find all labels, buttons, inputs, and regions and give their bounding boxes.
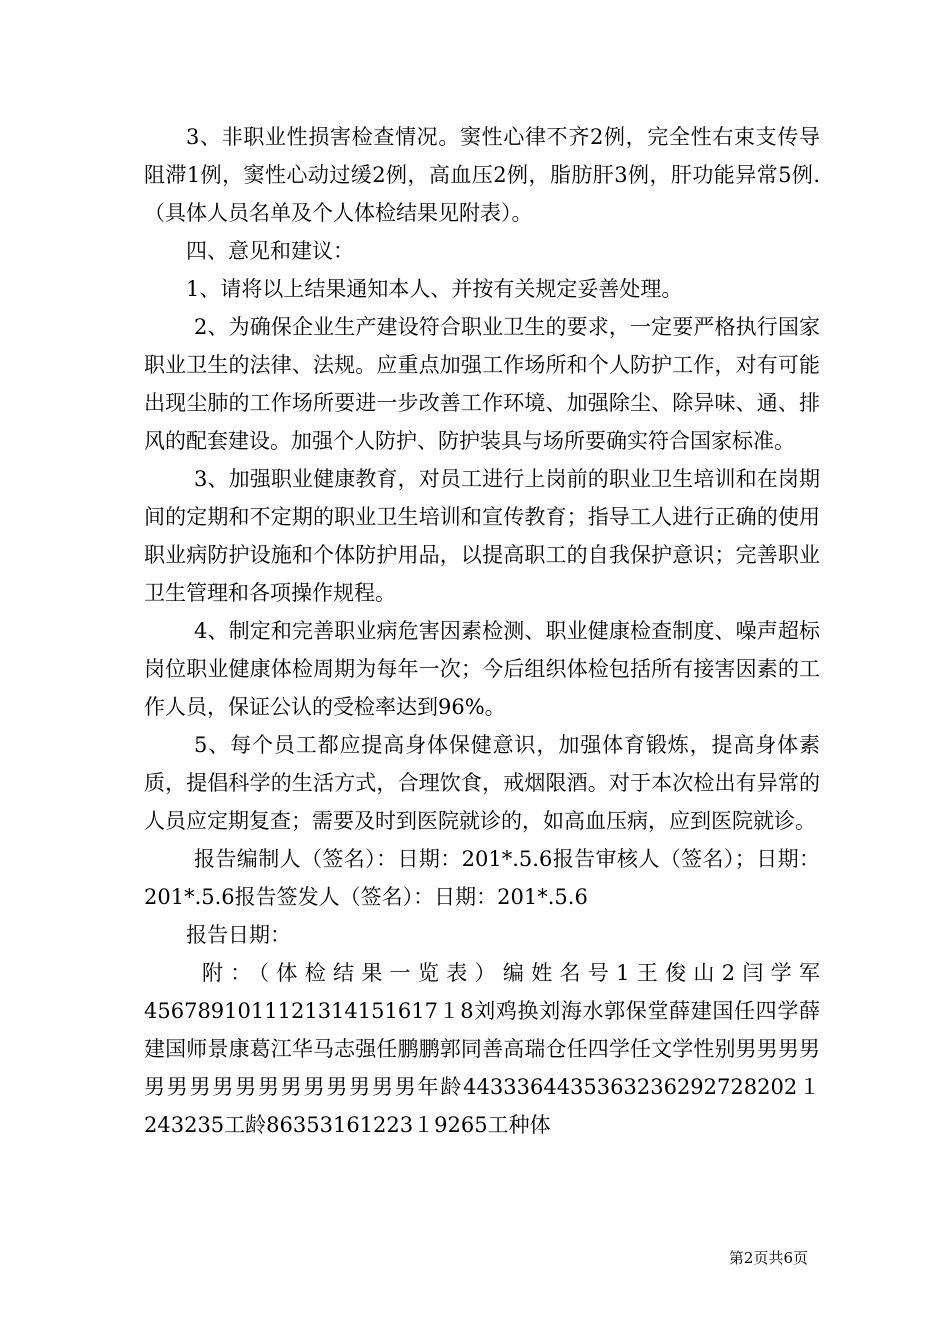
paragraph-signatures: 报告编制人（签名）：日期：201*.5.6报告审核人（签名）；日期：201*.5.6报告签发人（签名）：日期：201*.5.6	[144, 847, 820, 909]
paragraph-suggestion-2: 2、为确保企业生产建设符合职业卫生的要求，一定要严格执行国家职业卫生的法律、法规。应重点加强工作场所和个人防护工作，对有可能出现尘肺的工作场所要进一步改善工作环境、加强除尘、除异味、通、排风的配套建设。加强个人防护、防护装具与场所要确实符合国家标准。	[144, 315, 820, 453]
paragraph-suggestion-1: 1、请将以上结果通知本人、并按有关规定妥善处理。	[186, 277, 683, 301]
paragraph-report-date: 报告日期：	[186, 923, 291, 947]
page-number-footer: 第2页共6页	[728, 1249, 808, 1267]
section-heading-opinions: 四、意见和建议：	[186, 239, 354, 263]
document-body	[144, 118, 820, 1144]
paragraph-suggestion-3: 3、加强职业健康教育，对员工进行上岗前的职业卫生培训和在岗期间的定期和不定期的职业卫生培训和宣传教育；指导工人进行正确的使用职业病防护设施和个体防护用品，以提高职工的自我保护意识；完善职业卫生管理和各项操作规程。	[144, 467, 820, 605]
paragraph-appendix-table: 附：（体检结果一览表）编姓名号1王俊山2闫学军4567891011121314151617１8刘鸡换刘海水郭保堂薛建国任四学薛建国师景康葛江华马志强任鹏鹏郭同善高瑞仓任四学任文学性别男男男男男男男男男男男男男男男男年龄4433364435363236292728202１243235工龄86353161223１9265工种体	[144, 961, 820, 1137]
paragraph-suggestion-5: 5、每个员工都应提高身体保健意识，加强体育锻炼，提高身体素质，提倡科学的生活方式，合理饮食，戒烟限酒。对于本次检出有异常的人员应定期复查；需要及时到医院就诊的，如高血压病，应到医院就诊。	[144, 733, 820, 833]
paragraph-non-occupational-findings: 3、非职业性损害检查情况。窦性心律不齐2例，完全性右束支传导阻滞1例，窦性心动过缓2例，高血压2例，脂肪肝3例，肝功能异常5例.（具体人员名单及个人体检结果见附表）。	[144, 125, 820, 225]
paragraph-suggestion-4: 4、制定和完善职业病危害因素检测、职业健康检查制度、噪声超标岗位职业健康体检周期为每年一次；今后组织体检包括所有接害因素的工作人员，保证公认的受检率达到96%。	[144, 619, 820, 719]
